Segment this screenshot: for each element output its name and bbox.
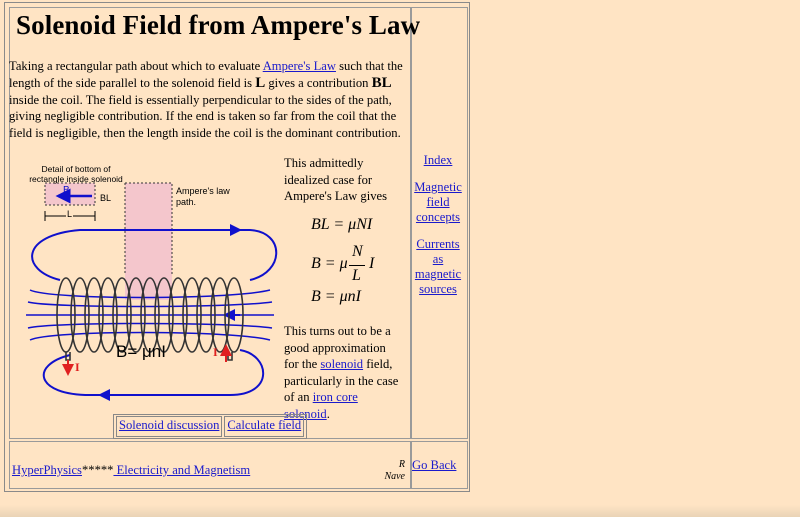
approx-text: . [326, 406, 330, 421]
eq2-denominator: L [352, 267, 361, 284]
intro-text: gives a contribution [265, 75, 372, 90]
hyperphysics-link[interactable]: HyperPhysics [12, 463, 82, 477]
detail-B-label: B [63, 185, 70, 196]
currents-magnetic-sources-link[interactable]: Currents as magnetic sources [414, 237, 462, 296]
current-label-left: I [75, 360, 80, 374]
intro-BL: BL [371, 74, 392, 91]
path-label-line: path. [176, 197, 197, 207]
path-label [176, 186, 230, 208]
credit-initial: R [398, 459, 405, 470]
ampere-law-link[interactable]: Ampere's Law [262, 59, 336, 73]
approx-text: field, particularly in the case of an [284, 357, 399, 405]
credit-name: Nave [384, 471, 405, 482]
intro-paragraph [9, 58, 404, 142]
solenoid-discussion-button[interactable]: Solenoid discussion [116, 416, 222, 437]
iron-core-link[interactable]: iron core solenoid [284, 390, 358, 421]
page-title: Solenoid Field from Ampere's Law [16, 10, 421, 40]
detail-label-line: Detail of bottom of [41, 164, 111, 174]
eq2-left: B = μ [311, 255, 348, 272]
eq2-right: I [369, 255, 375, 272]
sidebar-nav [412, 153, 464, 309]
footer-links [12, 463, 250, 478]
eq2-fraction-bar [349, 265, 365, 266]
equation-3: B = μnI [311, 288, 361, 305]
field-equation-label: B= μnI [116, 342, 166, 361]
solenoid-link[interactable]: solenoid [320, 357, 364, 372]
button-row [113, 414, 307, 439]
detail-label [17, 164, 135, 184]
equation-2 [311, 243, 391, 289]
stars: ***** [81, 463, 114, 477]
detail-L-label: L [67, 209, 73, 219]
intro-text: such that the length of the side parallel to the solenoid field is [9, 59, 403, 90]
current-label-right: I [213, 345, 218, 359]
calculate-field-button[interactable]: Calculate field [224, 416, 304, 437]
intro-text: Taking a rectangular path about which to evaluate [9, 59, 263, 73]
intro-L: L [255, 74, 266, 91]
author-credit [375, 459, 405, 483]
equation-1: BL = μNI [311, 216, 373, 233]
lead-right [228, 352, 232, 360]
approx-text: This turns out to be a good approximation for the [284, 324, 391, 372]
magnetic-field-concepts-link[interactable]: Magnetic field concepts [414, 180, 462, 224]
detail-BL-label: BL [100, 193, 112, 203]
intro-text: inside the coil. The field is essentially perpendicular to the sides of the path, giving negligible contribution. If the end is taken so far from the coil that the field is negligible, then the length inside the coil is the dominant contribution. [9, 92, 401, 141]
index-link[interactable]: Index [423, 153, 453, 167]
detail-box [45, 183, 95, 205]
go-back-link[interactable]: Go Back [412, 458, 457, 472]
eq2-numerator: N [352, 243, 363, 260]
detail-label-line: rectangle inside solenoid [29, 174, 123, 184]
window-bottom-shade [0, 505, 800, 517]
path-label-line: Ampere's law [176, 186, 230, 196]
electricity-magnetism-link[interactable]: Electricity and Magnetism [113, 463, 251, 477]
right-lead-text: This admittedly idealized case for Ampere's Law gives [284, 156, 387, 204]
right-approx-text [284, 323, 402, 423]
solenoid-diagram [0, 150, 285, 415]
